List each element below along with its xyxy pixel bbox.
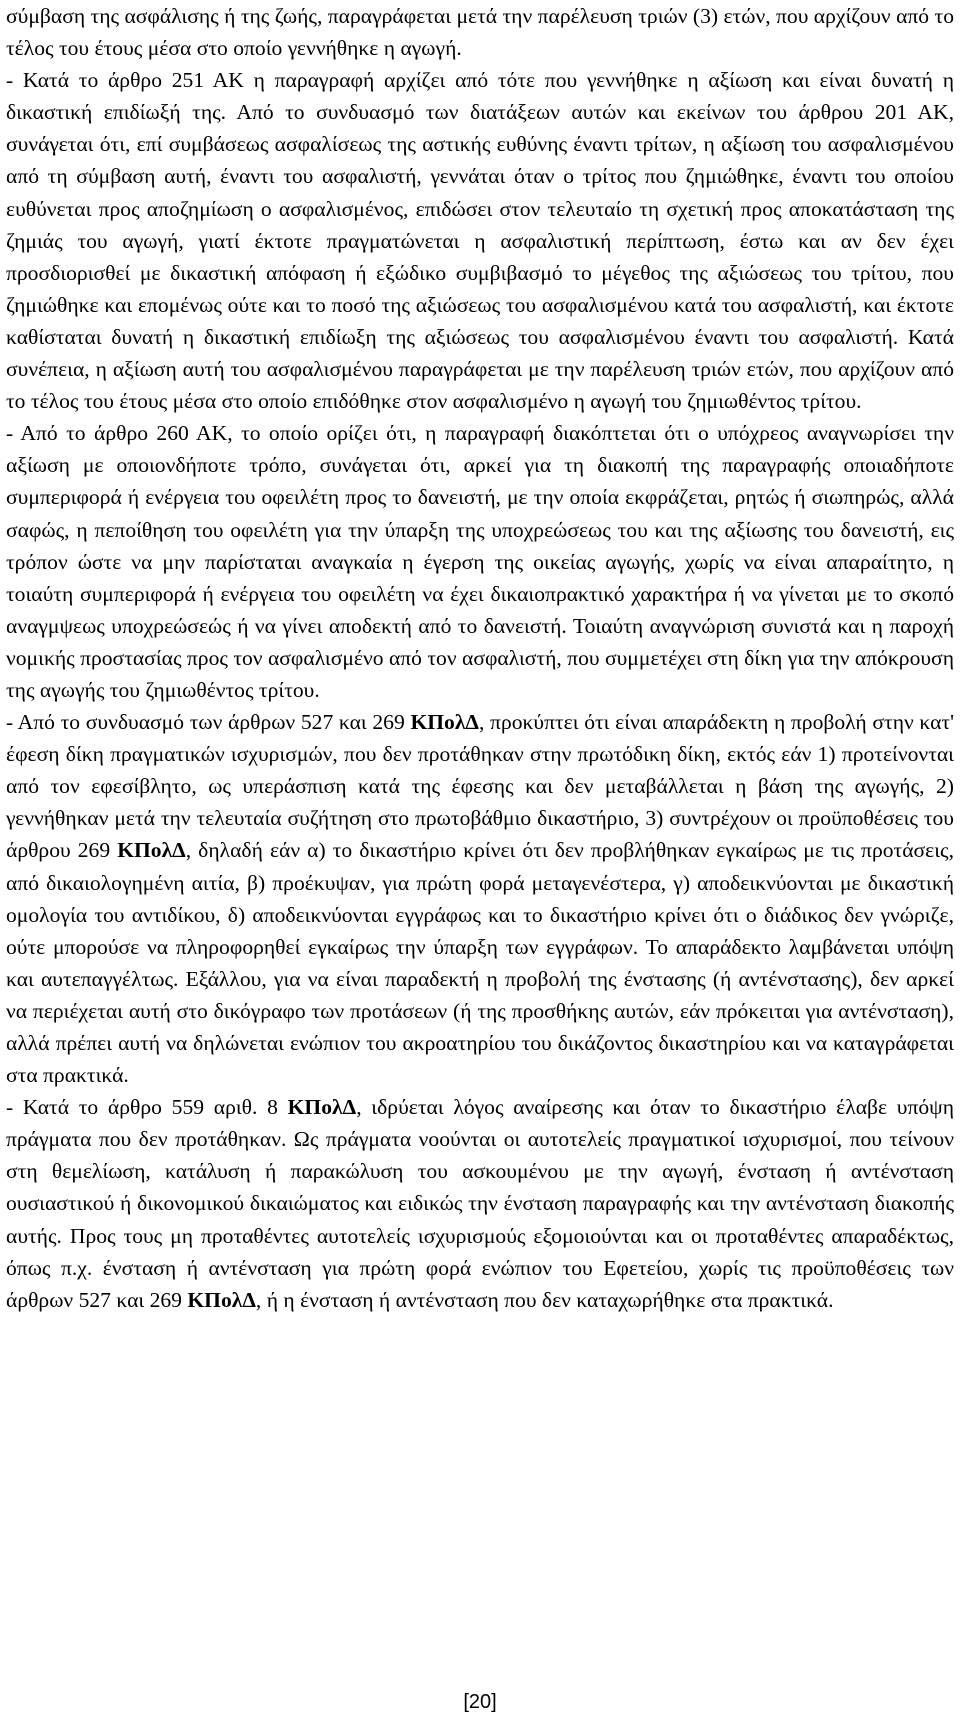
paragraph-continuation: σύμβαση της ασφάλισης ή της ζωής, παραγράφεται μετά την παρέλευση τριών (3) ετών, που αρχίζουν από το τέλος του έτους μέσα στο οποίο γεννήθηκε η αγωγή. — [6, 4, 954, 61]
paragraph-text-segment: , δηλαδή εάν α) το δικαστήριο κρίνει ότι δεν προβλήθηκαν εγκαίρως με τις προτάσεις, από δικαιολογημένη αιτία, β) προέκυψαν, για πρώτη φορά μεταγενέστερα, γ) αποδεικνύονται με δικαστική ομολογία του αντιδίκου, δ) αποδεικνύονται εγγράφως και το δικαστήριο κρίνει ότι ο διάδικος δεν γνώριζε, ούτε μπορούσε να πληροφορηθεί εγκαίρως την ύπαρξη των εγγράφων. Το απαράδεκτο λαμβάνεται υπόψη και αυτεπαγγέλτως. Εξάλλου, για να είναι παραδεκτή η προβολή της ένστασης (ή αντένστασης), δεν αρκεί να περιέχεται αυτή στο δικόγραφο των προτάσεων (ή της προσθήκης αυτών, εάν πρόκειται για αντένσταση), αλλά πρέπει αυτή να δηλώνεται ενώπιον του ακροατηρίου του δικάζοντος δικαστηρίου και να καταγράφεται στα πρακτικά. — [6, 838, 954, 1088]
paragraph-article-251: - Κατά το άρθρο 251 ΑΚ η παραγραφή αρχίζει από τότε που γεννήθηκε η αξίωση και είναι δυνατή η δικαστική επιδίωξή της. Από το συνδυασμό των διατάξεων αυτών και εκείνων του άρθρου 201 ΑΚ, συνάγεται ότι, επί συμβάσεως ασφαλίσεως της αστικής ευθύνης έναντι τρίτων, η αξίωση του ασφαλισμένου από τη σύμβαση αυτή, έναντι του ασφαλιστή, γεννάται όταν ο τρίτος που ζημιώθηκε, έναντι του οποίου ευθύνεται προς αποζημίωση ο ασφαλισμένος, επιδώσει στον τελευταίο τη σχετική προς αποκατάσταση της ζημιάς του αγωγή, γιατί έκτοτε πραγματώνεται η ασφαλιστική περίπτωση, έστω και αν δεν έχει προσδιορισθεί με δικαστική απόφαση ή εξώδικο συμβιβασμό το μέγεθος της αξιώσεως του τρίτου, που ζημιώθηκε και επομένως ούτε και το ποσό της αξιώσεως του ασφαλισμένου κατά του ασφαλιστή, και έκτοτε καθίσταται δυνατή η δικαστική επιδίωξη της αξιώσεως του ασφαλισμένου έναντι του ασφαλιστή. Κατά συνέπεια, η αξίωση αυτή του ασφαλισμένου παραγράφεται με την παρέλευση τριών ετών, που αρχίζουν από το τέλος του έτους μέσα στο οποίο επιδόθηκε στον ασφαλισμένο η αγωγή του ζημιωθέντος τρίτου. — [6, 68, 954, 414]
paragraph-text-segment: - Από το συνδυασμό των άρθρων 527 και 269 — [6, 710, 411, 735]
paragraph-article-559 — [6, 1091, 954, 1316]
paragraph-text-segment: - Κατά το άρθρο 559 αριθ. 8 — [6, 1095, 288, 1120]
code-abbreviation: ΚΠολΔ — [287, 1095, 357, 1120]
code-abbreviation: ΚΠολΔ — [410, 710, 479, 735]
paragraph-articles-527-269 — [6, 706, 954, 1091]
paragraph-text-segment: , προκύπτει ότι είναι απαράδεκτη η προβολή στην κατ' έφεση δίκη πραγματικών ισχυρισμών, που δεν προτάθηκαν στην πρωτόδικη δίκη, εκτός εάν 1) προτείνονται από τον εφεσίβλητο, ως υπεράσπιση κατά της έφεσης και δεν μεταβάλλεται η βάση της αγωγής, 2) γεννήθηκαν μετά την τελευταία συζήτηση στο πρωτοβάθμιο δικαστήριο, 3) συντρέχουν οι προϋποθέσεις του άρθρου 269 — [6, 710, 954, 863]
paragraph-text-segment: , ή η ένσταση ή αντένσταση που δεν καταχωρήθηκε στα πρακτικά. — [255, 1287, 834, 1312]
code-abbreviation: ΚΠολΔ — [117, 838, 186, 863]
page-number: [20] — [463, 1691, 497, 1713]
paragraph-text-segment: , ιδρύεται λόγος αναίρεσης και όταν το δικαστήριο έλαβε υπόψη πράγματα που δεν προτάθηκαν. Ως πράγματα νοούνται οι αυτοτελείς πραγματικοί ισχυρισμοί, που τείνουν στη θεμελίωση, κατάλυση ή παρακώλυση του ασκουμένου με την αγωγή, ένσταση ή αντένσταση ουσιαστικού ή δικονομικού δικαιώματος και ειδικώς την ένσταση παραγραφής και την αντένσταση διακοπής αυτής. Προς τους μη προταθέντες αυτοτελείς ισχυρισμούς εξομοιούνται και οι προταθέντες απαραδέκτως, όπως π.χ. ένσταση ή αντένσταση για πρώτη φορά ενώπιον του Εφετείου, χωρίς τις προϋποθέσεις των άρθρων 527 και 269 — [6, 1095, 954, 1312]
document-body — [6, 0, 954, 1316]
paragraph-article-260: - Από το άρθρο 260 ΑΚ, το οποίο ορίζει ότι, η παραγραφή διακόπτεται ότι ο υπόχρεος αναγνωρίσει την αξίωση με οποιονδήποτε τρόπο, συνάγεται ότι, αρκεί για τη διακοπή της παραγραφής οποιαδήποτε συμπεριφορά ή ενέργεια του οφειλέτη προς το δανειστή, με την οποία εκφράζεται, ρητώς ή σιωπηρώς, αλλά σαφώς, η πεποίθηση του οφειλέτη για την ύπαρξη της υποχρεώσεως του και της αξίωσης του δανειστή, εις τρόπον ώστε να μην παρίσταται αναγκαία η έγερση της οικείας αγωγής, χωρίς να είναι απαραίτητο, η τοιαύτη συμπεριφορά ή ενέργεια του οφειλέτη να έχει δικαιοπρακτικό χαρακτήρα ή να γίνεται με το σκοπό αναγμψεως υποχρεώσεώς ή να γίνει αποδεκτή από το δανειστή. Τοιαύτη αναγνώριση συνιστά και η παροχή νομικής προστασίας προς τον ασφαλισμένο από τον ασφαλιστή, που συμμετέχει στη δίκη για την απόκρουση της αγωγής του ζημιωθέντος τρίτου. — [6, 421, 954, 702]
code-abbreviation: ΚΠολΔ — [187, 1287, 256, 1312]
